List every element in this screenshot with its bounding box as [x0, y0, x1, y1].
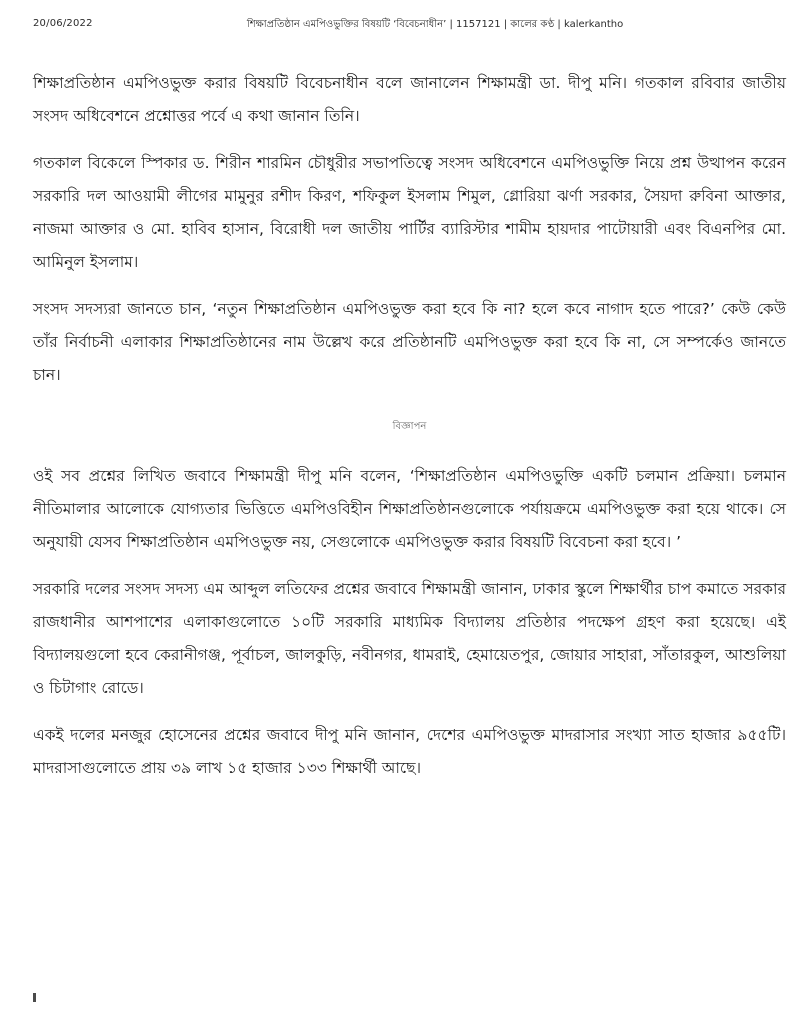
print-header-title: শিক্ষাপ্রতিষ্ঠান এমপিওভুক্তির বিষয়টি ‘বিবেচনাধীন’ | 1157121 | কালের কণ্ঠ | kalerkantho [246, 19, 624, 30]
article-paragraph: শিক্ষাপ্রতিষ্ঠান এমপিওভুক্ত করার বিষয়টি বিবেচনাধীন বলে জানালেন শিক্ষামন্ত্রী ডা. দীপু মনি। গতকাল রবিবার জাতীয় সংসদ অধিবেশনে প্রশ্নোত্তর পর্বে এ কথা জানান তিনি। [33, 74, 786, 125]
article-paragraph: সরকারি দলের সংসদ সদস্য এম আব্দুল লতিফের প্রশ্নের জবাবে শিক্ষামন্ত্রী জানান, ঢাকার স্কুলে শিক্ষার্থীর চাপ কমাতে সরকার রাজধানীর আশপাশের এলাকাগুলোতে ১০টি সরকারি মাধ্যমিক বিদ্যালয় প্রতিষ্ঠার পদক্ষেপ গ্রহণ করা হয়েছে। এই বিদ্যালয়গুলো হবে কেরানীগঞ্জ, পূর্বাচল, জালকুড়ি, নবীনগর, ধামরাই, হেমায়েতপুর, জোয়ার সাহারা, সাঁতারকুল, আশুলিয়া ও চিটাগাং রোডে। [33, 580, 786, 697]
print-header [0, 0, 791, 40]
ad-label: বিজ্ঞাপন [392, 421, 427, 432]
article-paragraph: গতকাল বিকেলে স্পিকার ড. শিরীন শারমিন চৌধুরীর সভাপতিত্বে সংসদ অধিবেশনে এমপিওভুক্তি নিয়ে প্রশ্ন উত্থাপন করেন সরকারি দল আওয়ামী লীগের মামুনুর রশীদ কিরণ, শফিকুল ইসলাম শিমুল, গ্লোরিয়া ঝর্ণা সরকার, সৈয়দা রুবিনা আক্তার, নাজমা আক্তার ও মো. হাবিব হাসান, বিরোধী দল জাতীয় পার্টির ব্যারিস্টার শামীম হায়দার পাটোয়ারী এবং বিএনপির মো. আমিনুল ইসলাম। [33, 154, 786, 271]
footer-clipped-text-mark [33, 993, 36, 1002]
article-body [33, 67, 786, 785]
article-paragraph: সংসদ সদস্যরা জানতে চান, ‘নতুন শিক্ষাপ্রতিষ্ঠান এমপিওভুক্ত করা হবে কি না? হলে কবে নাগাদ হতে পারে?’ কেউ কেউ তাঁর নির্বাচনী এলাকার শিক্ষাপ্রতিষ্ঠানের নাম উল্লেখ করে প্রতিষ্ঠানটি এমপিওভুক্ত করা হবে কি না, সে সম্পর্কেও জানতে চান। [33, 300, 786, 384]
article-paragraph: একই দলের মনজুর হোসেনের প্রশ্নের জবাবে দীপু মনি জানান, দেশের এমপিওভুক্ত মাদরাসার সংখ্যা সাত হাজার ৯৫৫টি। মাদরাসাগুলোতে প্রায় ৩৯ লাখ ১৫ হাজার ১৩৩ শিক্ষার্থী আছে। [33, 726, 786, 777]
article-paragraph: ওই সব প্রশ্নের লিখিত জবাবে শিক্ষামন্ত্রী দীপু মনি বলেন, ‘শিক্ষাপ্রতিষ্ঠান এমপিওভুক্তি একটি চলমান প্রক্রিয়া। চলমান নীতিমালার আলোকে যোগ্যতার ভিত্তিতে এমপিওবিহীন শিক্ষাপ্রতিষ্ঠানগুলোকে পর্যায়ক্রমে এমপিওভুক্ত করা হয়ে থাকে। সে অনুযায়ী যেসব শিক্ষাপ্রতিষ্ঠান এমপিওভুক্ত নয়, সেগুলোকে এমপিওভুক্ত করার বিষয়টি বিবেচনা করা হবে। ’ [33, 467, 786, 551]
ad-slot [33, 408, 786, 441]
print-header-date: 20/06/2022 [33, 18, 93, 29]
